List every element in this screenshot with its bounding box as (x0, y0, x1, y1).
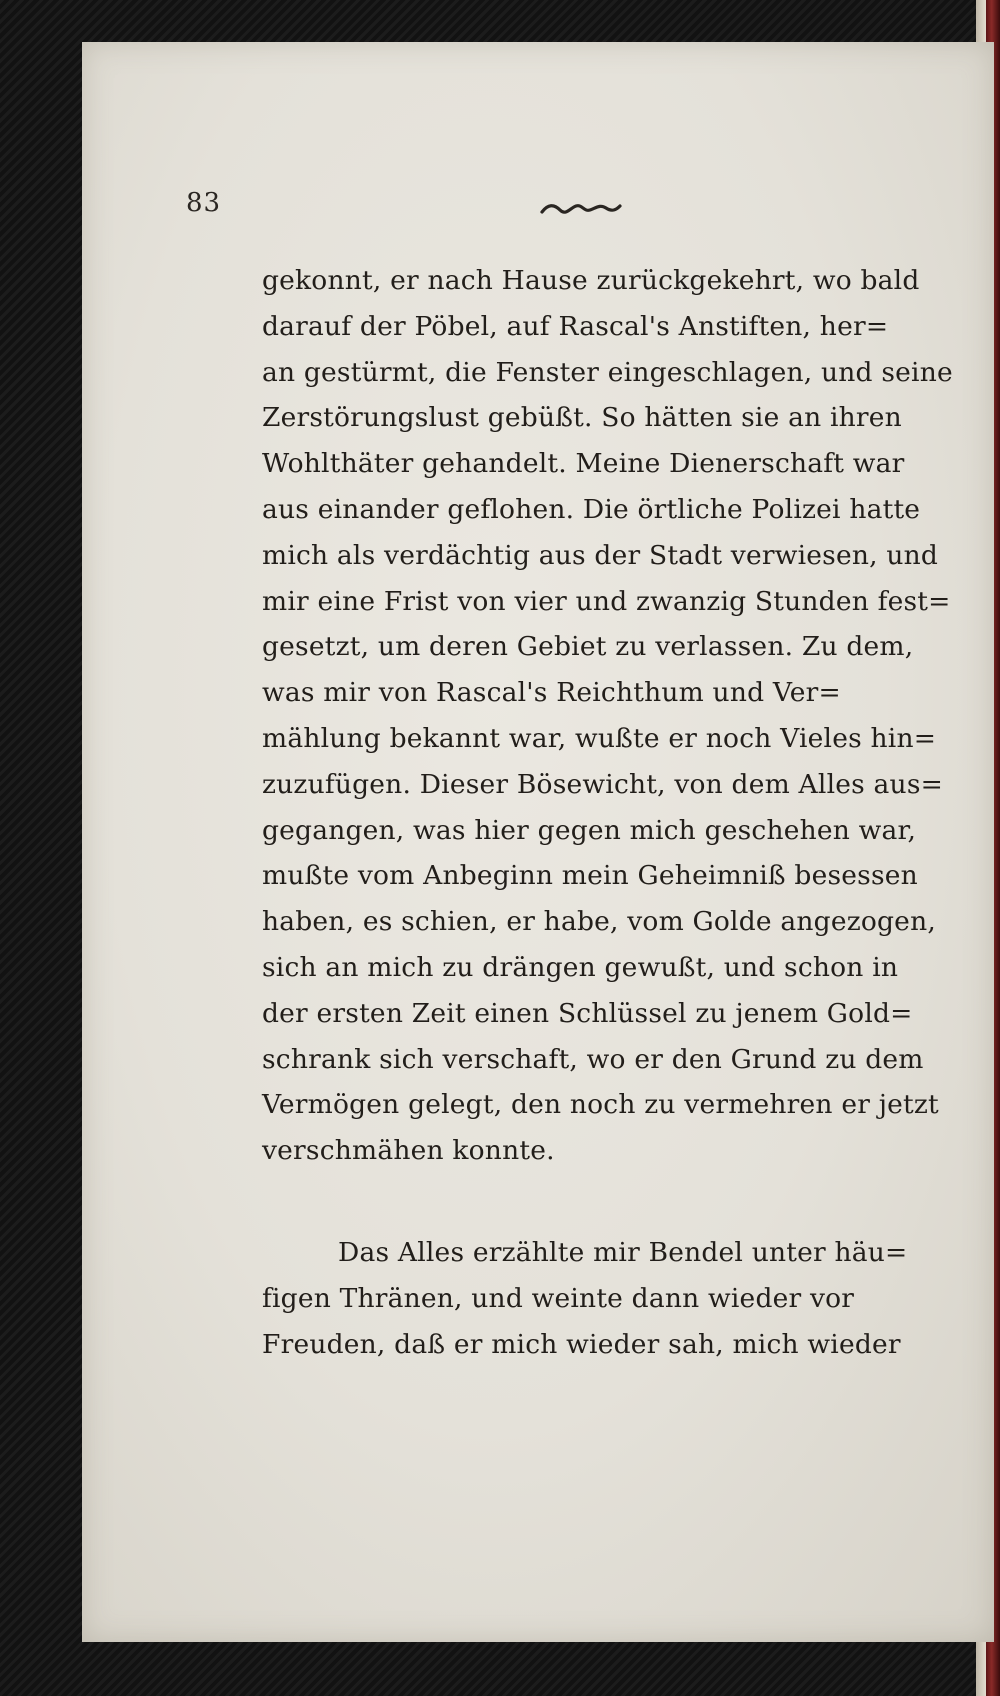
page-number: 83 (186, 188, 222, 218)
text-line: zuzufügen. Dieser Bösewicht, von dem Alles aus= (262, 768, 944, 800)
text-line: Wohlthäter gehandelt. Meine Dienerschaft war (262, 448, 905, 480)
paragraph-spacer (262, 1174, 922, 1230)
text-line: verschmähen konnte. (262, 1135, 555, 1167)
text-line: sich an mich zu drängen gewußt, und schon in (262, 951, 899, 983)
text-line: der ersten Zeit einen Schlüssel zu jenem Gold= (262, 997, 913, 1029)
body-text (262, 258, 953, 1367)
text-line: Das Alles erzählte mir Bendel unter häu= (338, 1236, 908, 1268)
text-line: mußte vom Anbeginn mein Geheimniß besessen (262, 860, 918, 892)
text-line: schrank sich verschaft, wo er den Grund zu dem (262, 1043, 924, 1075)
text-line: Vermögen gelegt, den noch zu vermehren er jetzt (262, 1089, 939, 1121)
text-line: mählung bekannt war, wußte er noch Vieles hin= (262, 722, 937, 754)
text-line: figen Thränen, und weinte dann wieder vor (262, 1282, 855, 1314)
text-line: gesetzt, um deren Gebiet zu verlassen. Zu dem, (262, 631, 914, 663)
text-line: gekonnt, er nach Hause zurückgekehrt, wo bald (262, 265, 920, 296)
text-line: Zerstörungslust gebüßt. So hätten sie an ihren (262, 402, 902, 434)
text-line: gegangen, was hier gegen mich geschehen war, (262, 814, 917, 846)
text-line: darauf der Pöbel, auf Rascal's Anstiften, her= (262, 310, 889, 342)
text-line: mich als verdächtig aus der Stadt verwiesen, und (262, 539, 939, 571)
paragraph-2 (262, 1230, 922, 1367)
text-line: was mir von Rascal's Reichthum und Ver= (262, 677, 841, 709)
text-line: an gestürmt, die Fenster eingeschlagen, und seine (262, 356, 953, 388)
ornament-divider (540, 200, 622, 218)
text-line: haben, es schien, er habe, vom Golde angezogen, (262, 906, 936, 938)
text-line: Freuden, daß er mich wieder sah, mich wieder (262, 1328, 901, 1360)
text-line: mir eine Frist von vier und zwanzig Stunden fest= (262, 585, 951, 617)
paragraph-1 (262, 258, 953, 1174)
text-line: aus einander geflohen. Die örtliche Polizei hatte (262, 493, 921, 525)
